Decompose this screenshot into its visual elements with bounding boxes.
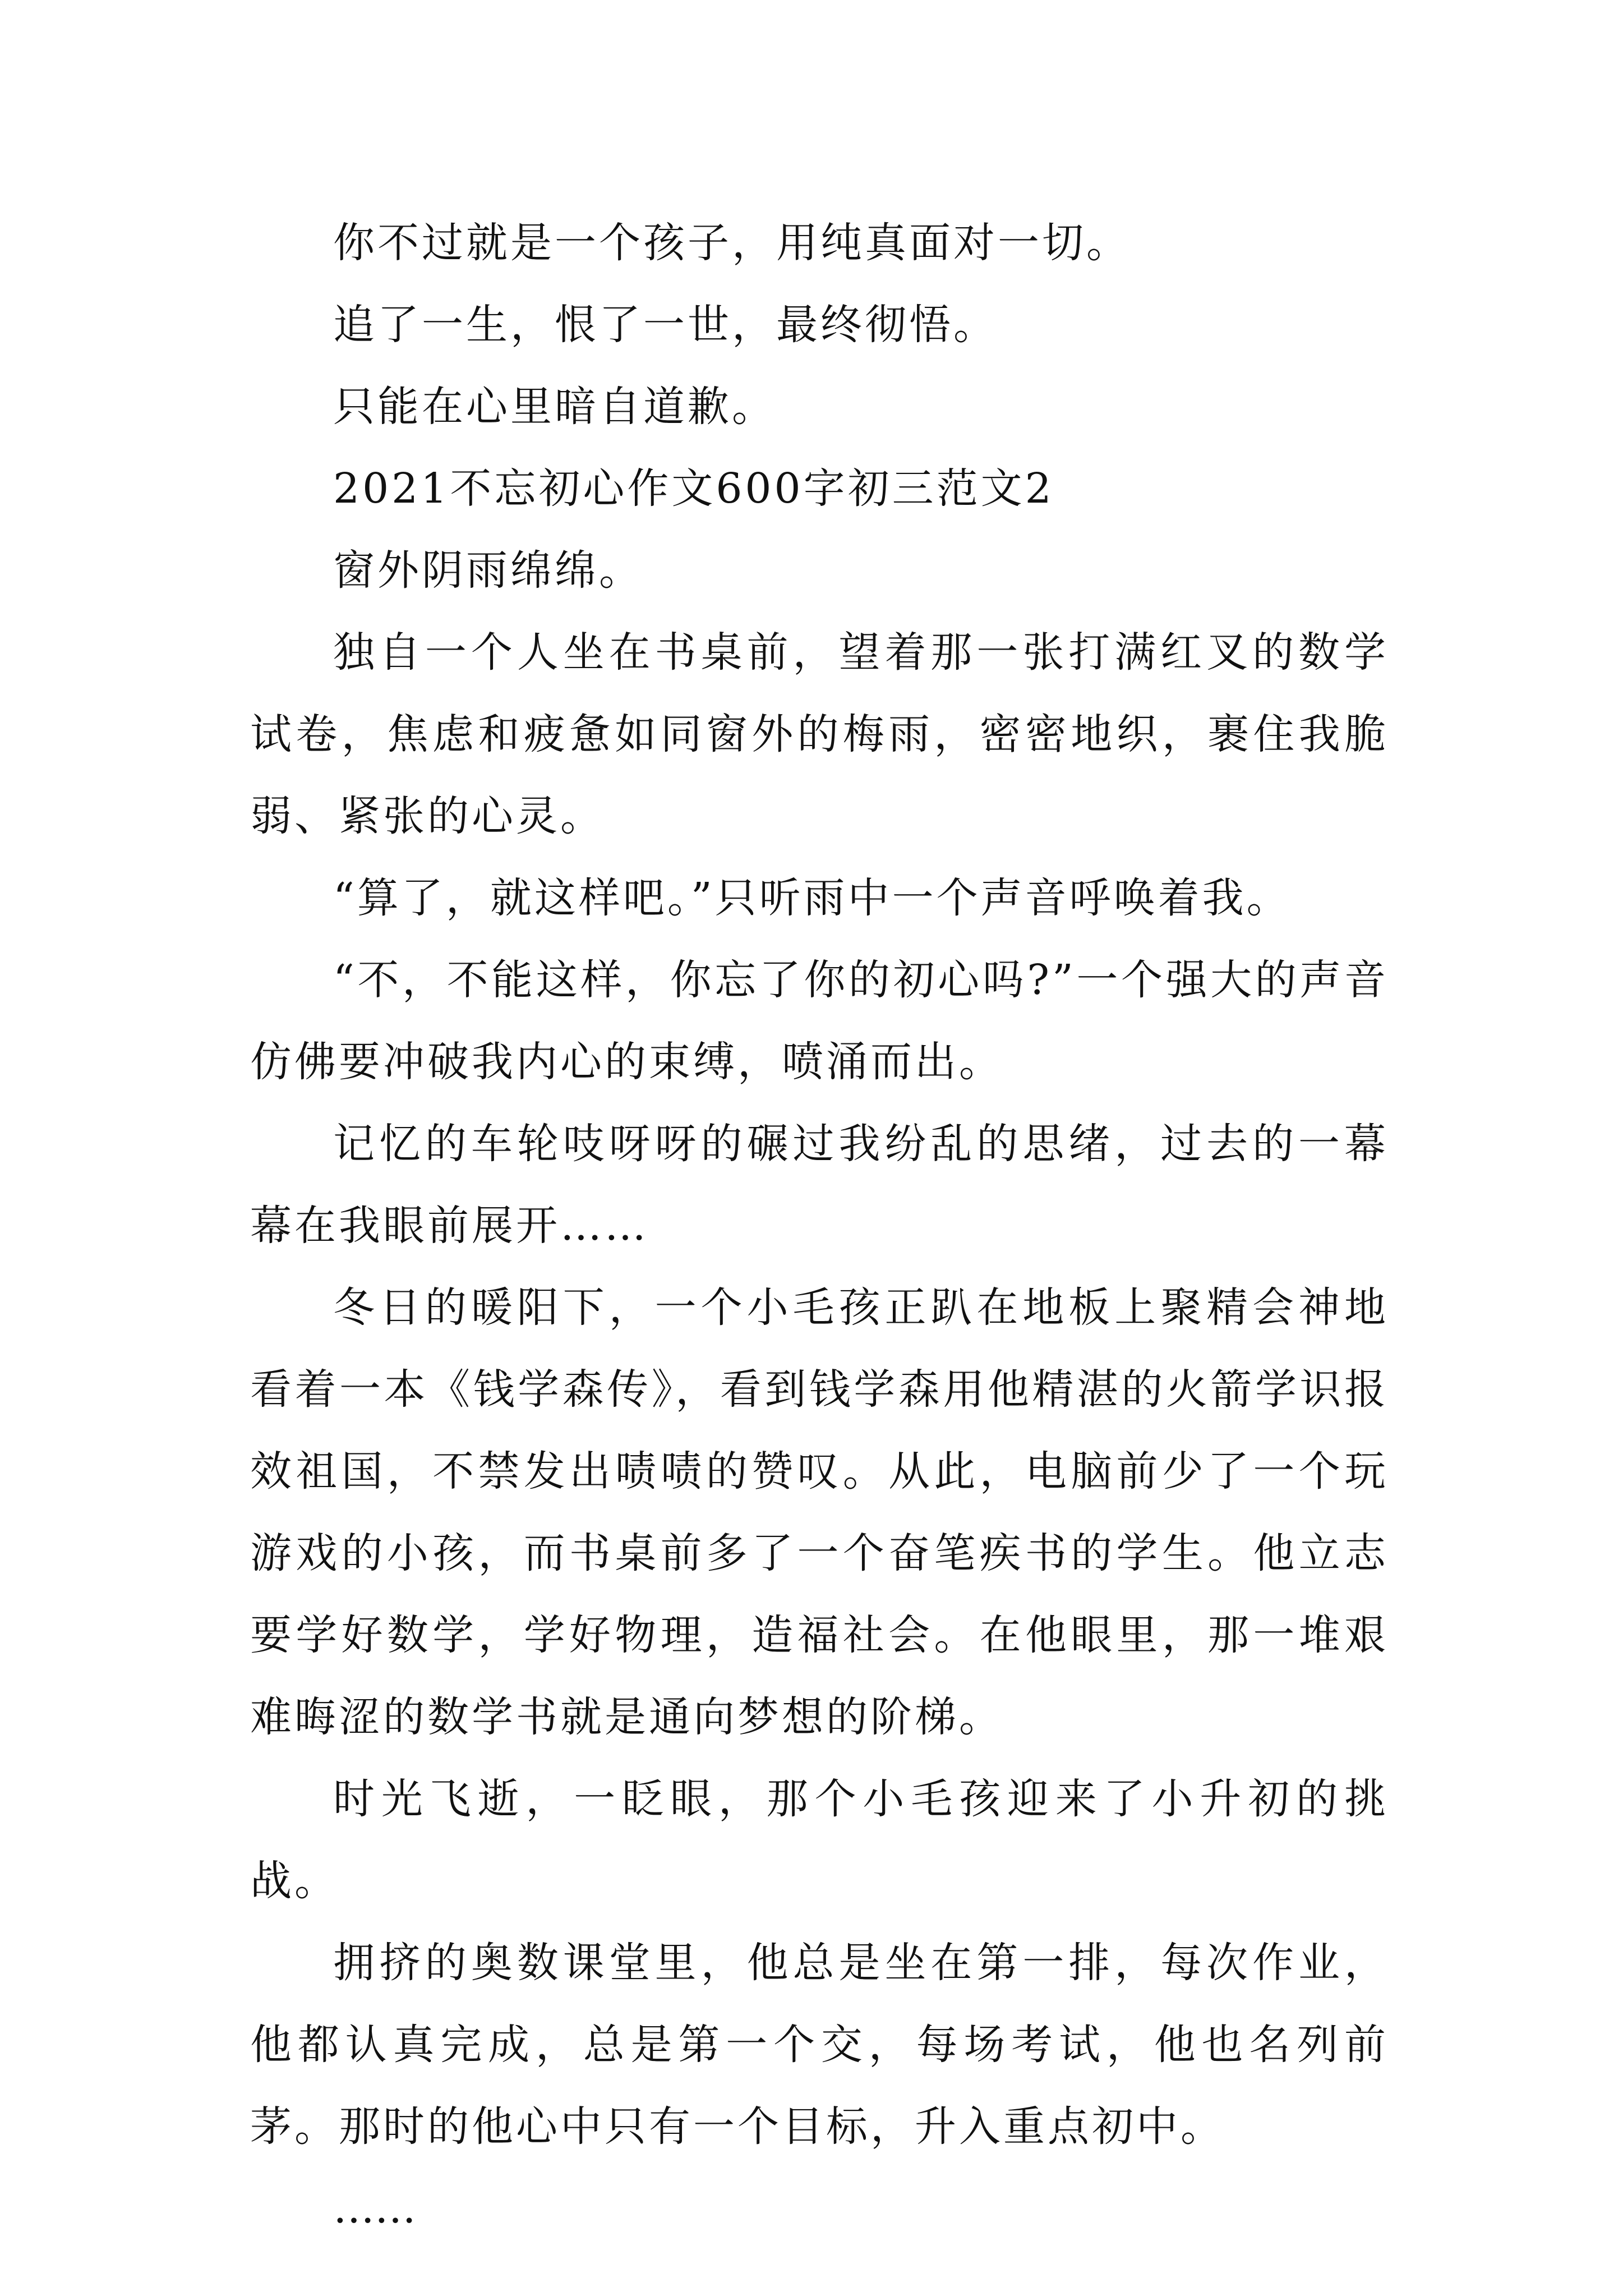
paragraph-3: 只能在心里暗自道歉。 — [333, 383, 776, 431]
document-body — [250, 202, 1389, 2249]
paragraph-11: 时光飞逝，一眨眼，那个小毛孩迎来了小升初的挑战。 — [250, 1775, 1389, 1905]
essay-title: 2021不忘初心作文600字初三范文2 — [333, 464, 1054, 513]
paragraph-12: 拥挤的奥数课堂里，他总是坐在第一排，每次作业，他都认真完成，总是第一个交，每场考试，他也名列前茅。那时的他心中只有一个目标，升入重点初中。 — [250, 1939, 1389, 2151]
paragraph-8: “不，不能这样，你忘了你的初心吗?”一个强大的声音仿佛要冲破我内心的束缚，喷涌而出。 — [250, 956, 1389, 1086]
paragraph-2: 追了一生，恨了一世，最终彻悟。 — [333, 301, 998, 349]
ellipsis-paragraph: …… — [333, 2184, 416, 2233]
paragraph-10: 冬日的暖阳下，一个小毛孩正趴在地板上聚精会神地看着一本《钱学森传》，看到钱学森用他精湛的火箭学识报效祖国，不禁发出啧啧的赞叹。从此，电脑前少了一个玩游戏的小孩，而书桌前多了一个奋笔疾书的学生。他立志要学好数学，学好物理，造福社会。在他眼里，那一堆艰难晦涩的数学书就是通向梦想的阶梯。 — [250, 1283, 1389, 1741]
paragraph-7: “算了，就这样吧。”只听雨中一个声音呼唤着我。 — [333, 874, 1291, 922]
paragraph-6: 独自一个人坐在书桌前，望着那一张打满红叉的数学试卷，焦虑和疲惫如同窗外的梅雨，密密地织，裹住我脆弱、紧张的心灵。 — [250, 628, 1389, 840]
paragraph-9: 记忆的车轮吱呀呀的碾过我纷乱的思绪，过去的一幕幕在我眼前展开…… — [250, 1120, 1389, 1250]
paragraph-5: 窗外阴雨绵绵。 — [333, 546, 643, 595]
paragraph-1: 你不过就是一个孩子，用纯真面对一切。 — [333, 219, 1131, 267]
